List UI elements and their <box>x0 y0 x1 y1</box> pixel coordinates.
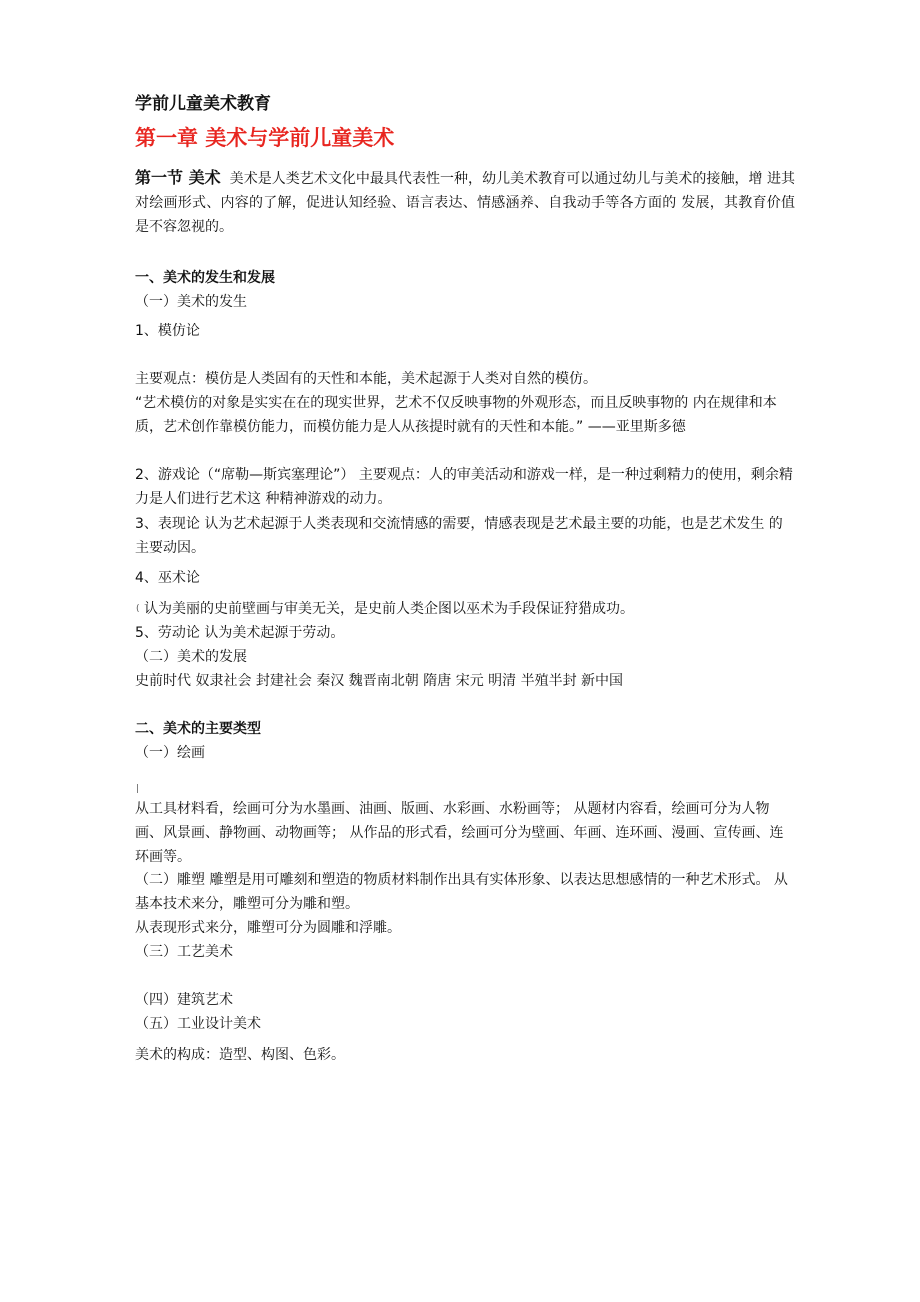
part2-sub1-mark: | <box>136 784 140 794</box>
theory3: 3、表现论 认为艺术起源于人类表现和交流情感的需要，情感表现是艺术最主要的功能，也是艺术发生 的主要动因。 <box>135 516 783 556</box>
sculpture-forms: 从表现形式来分，雕塑可分为圆雕和浮雕。 <box>135 920 401 936</box>
section1-paragraph <box>135 166 795 239</box>
document-title: 学前儿童美术教育 <box>135 94 271 114</box>
painting-paragraph: 从工具材料看，绘画可分为水墨画、油画、版画、水彩画、水粉画等； 从题材内容看，绘画可分为人物画、风景画、静物画、动物画等； 从作品的形式看，绘画可分为壁画、年画、连环画、漫画、宣传画、连环画等。 <box>135 801 784 865</box>
theory1-title: 1、模仿论 <box>135 323 200 339</box>
part1-sub1: （一）美术的发生 <box>135 294 247 310</box>
theory4-mark: ( <box>136 604 140 614</box>
theory1-view: 主要观点：模仿是人类固有的天性和本能，美术起源于人类对自然的模仿。 <box>135 371 597 387</box>
part1-sub2: （二）美术的发展 <box>135 649 247 665</box>
section1-intro: 美术是人类艺术文化中最具代表性一种，幼儿美术教育可以通过幼儿与美术的接触，增 进其对绘画形式、内容的了解，促进认知经验、语言表达、情感涵养、自我动手等各方面的 发展，其教育价值是不容忽视的。 <box>135 171 796 235</box>
theory1-quote: “艺术模仿的对象是实实在在的现实世界，艺术不仅反映事物的外观形态，而且反映事物的 内在规律和本质，艺术创作靠模仿能力，而模仿能力是人从孩提时就有的天性和本能。” ——亚里斯多德 <box>135 395 777 435</box>
theory2: 2、游戏论（“席勒—斯宾塞理论”） 主要观点：人的审美活动和游戏一样，是一种过剩精力的使用，剩余精力是人们进行艺术这 种精神游戏的动力。 <box>135 467 793 507</box>
theory4-title: 4、巫术论 <box>135 570 200 586</box>
part2-sub1: （一）绘画 <box>135 745 205 761</box>
part1-heading: 一、美术的发生和发展 <box>135 270 275 286</box>
composition-line: 美术的构成：造型、构图、色彩。 <box>135 1047 345 1063</box>
part2-sub5: （五）工业设计美术 <box>135 1016 261 1032</box>
section1-heading: 第一节 美术 <box>135 168 221 187</box>
theory4-view: 认为美丽的史前壁画与审美无关，是史前人类企图以巫术为手段保证狩猎成功。 <box>144 601 634 617</box>
periods-line: 史前时代 奴隶社会 封建社会 秦汉 魏晋南北朝 隋唐 宋元 明清 半殖半封 新中国 <box>135 673 624 689</box>
part2-sub4: （四）建筑艺术 <box>135 992 233 1008</box>
theory5: 5、劳动论 认为美术起源于劳动。 <box>135 625 345 641</box>
sculpture-paragraph: （二）雕塑 雕塑是用可雕刻和塑造的物质材料制作出具有实体形象、以表达思想感情的一种艺术形式。 从基本技术来分，雕塑可分为雕和塑。 <box>135 872 788 912</box>
part2-sub3: （三）工艺美术 <box>135 944 233 960</box>
chapter-title: 第一章 美术与学前儿童美术 <box>135 126 395 150</box>
part2-heading: 二、美术的主要类型 <box>135 721 261 737</box>
